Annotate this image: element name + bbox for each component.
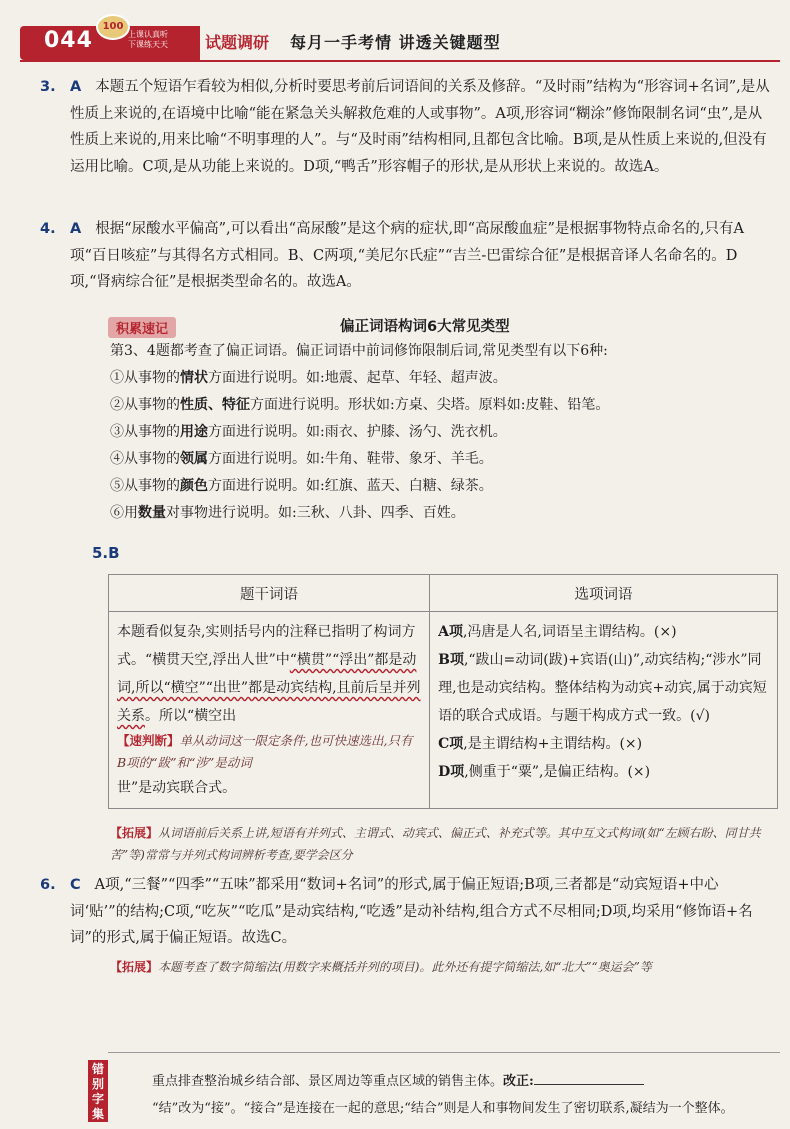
question-number: 6. [40,877,56,893]
slogan-line-1: 上课认真听 [128,30,168,39]
header-slogan [128,30,168,50]
slogan-line-2: 下课练天天 [128,40,168,49]
table-cell-stem: 本题看似复杂,实则括号内的注释已指明了构词方式。“横贯天空,浮出人世”中“横贯”“浮出”都是动词,所以“横空”“出世”都是动宾结构,且前后呈并列关系。所以“横空出 【速判断】单从动词这一限定条件,也可快速选出,只有B项的“跋”和“涉”是动词 世”是动宾联合式。 [109,612,430,809]
question-explanation: 本题五个短语乍看较为相似,分析时要思考前后词语间的关系及修辞。“及时雨”结构为“形容词+名词”,是从性质上来说的,在语境中比喻“能在紧急关头解救危难的人或事物”。A项,形容词“糊涂”修饰限制名词“虫”,是从性质上来说的,用来比喻“不明事理的人”。与“及时雨”结构相同,且都包含比喻。B项,是从性质上来说的,但没有运用比喻。C项,是从功能上来说的。D项,“鸭舌”形容帽子的形状,是从形状上来说的。故选A。 [70,79,770,175]
question-number: 3. [40,79,56,95]
table-cell-options [430,612,778,809]
question-answer: A [70,221,82,237]
header-divider [20,60,780,62]
note-item: ⑤从事物的颜色方面进行说明。如:红旗、蓝天、白糖、绿茶。 [110,478,493,494]
q5-extension: 【拓展】从词语前后关系上讲,短语有并列式、主谓式、动宾式、偏正式、补充式等。其中互文式构词(如“左顾右盼、同甘共苦”等)常常与并列式构词辨析考查,要学会区分 [110,826,761,862]
page-number: 044 [44,28,93,53]
note-tag: 积累速记 [108,317,176,338]
question-5-label: 5.B [92,544,120,562]
footer-line-1: 重点排查整治城乡结合部、景区周边等重点区域的销售主体。改正: [152,1070,644,1089]
table-header: 题干词语 [109,575,430,612]
option-line: B项,“跋山=动词(跋)+宾语(山)”,动宾结构;“涉水”同理,也是动宾结构。整体结构为动宾+动宾,属于动宾短语的联合式成语。与题干构成方式一致。(√) [438,652,767,724]
table-header: 选项词语 [430,575,778,612]
handwritten-note: 【速判断】单从动词这一限定条件,也可快速选出,只有B项的“跋”和“涉”是动词 [117,733,413,770]
header-subtitle: 每月一手考情 讲透关键题型 [290,33,501,52]
note-item: ⑥用数量对事物进行说明。如:三秋、八卦、四季、百姓。 [110,505,465,521]
note-item: ①从事物的情状方面进行说明。如:地震、起草、年轻、超声波。 [110,370,507,386]
question-explanation: A项,“三餐”“四季”“五味”都采用“数词+名词”的形式,属于偏正短语;B项,三者都是“动宾短语+中心词‘贴’”的结构;C项,“吃灰”“吃瓜”是动宾结构,“吃透”是动补结构,组合方式不尽相同;D项,均采用“修饰语+名词”的形式,属于偏正短语。故选C。 [70,877,753,946]
note-item: ③从事物的用途方面进行说明。如:雨衣、护膝、汤勺、洗衣机。 [110,424,507,440]
badge-icon: 100 [96,14,130,40]
wavy-underline-text: “横贯”“浮出”都是动词,所以“横空”“出世”都是动宾结构,且前后呈并列关系 [117,652,421,724]
note-body [110,338,780,527]
question-answer: C [70,877,81,893]
footer-line-2: “结”改为“接”。“接合”是连接在一起的意思;“结合”则是人和事物间发生了密切联系,凝结为一个整体。 [152,1101,734,1116]
option-line: D项,侧重于“粟”,是偏正结构。(×) [438,764,651,780]
option-line: C项,是主谓结构+主谓结构。(×) [438,736,643,752]
footer-side-tab: 错别字集 [88,1060,108,1122]
note-item: ②从事物的性质、特征方面进行说明。形状如:方桌、尖塔。原料如:皮鞋、铅笔。 [110,397,610,413]
q6-extension: 【拓展】本题考查了数字简缩法(用数字来概括并列的项目)。此外还有提字简缩法,如“北大”“奥运会”等 [110,960,652,974]
question-5-table [108,574,778,809]
answer-blank [534,1072,644,1085]
note-item: ④从事物的领属方面进行说明。如:牛角、鞋带、象牙、羊毛。 [110,451,493,467]
question-explanation: 根据“尿酸水平偏高”,可以看出“高尿酸”是这个病的症状,即“高尿酸血症”是根据事物特点命名的,只有A项“百日咳症”与其得名方式相同。B、C两项,“美尼尔氏症”“吉兰-巴雷综合征”是根据音译人名命名的。D项,“肾病综合征”是根据类型命名的。故选A。 [70,221,745,290]
option-line: A项,冯唐是人名,词语呈主谓结构。(×) [438,624,677,640]
question-6 [40,872,775,952]
note-title: 偏正词语构词6大常见类型 [340,319,510,335]
question-number: 4. [40,221,56,237]
question-4 [40,216,775,296]
question-3 [40,74,775,180]
note-intro: 第3、4题都考查了偏正词语。偏正词语中前词修饰限制后词,常见类型有以下6种: [110,343,608,359]
question-answer: A [70,79,82,95]
footer-divider [108,1052,780,1053]
section-title: 试题调研 [205,33,270,52]
